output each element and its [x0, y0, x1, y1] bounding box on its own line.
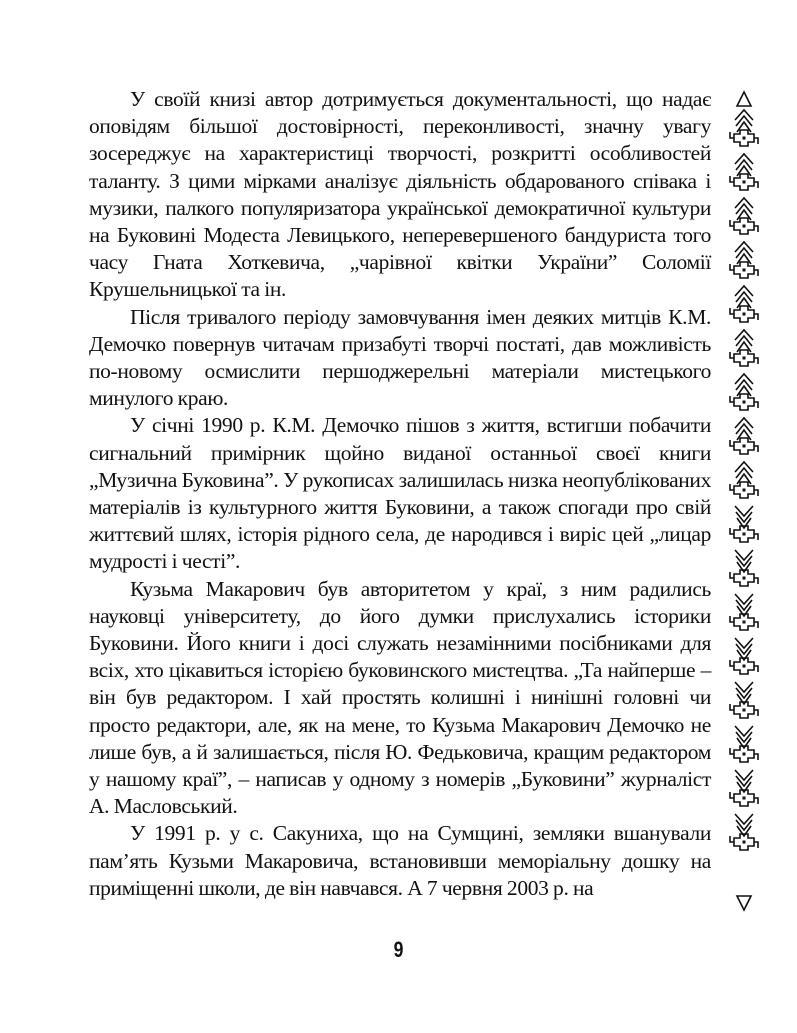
paragraph-4: Кузьма Макарович був авторитетом у краї, з ним радились науковці університету, до його думки прислухались історики Буковини. Його книги і досі служать незамінними посібниками для всіх, хто цікавиться історією буковинского мистецтва. „Та найперше – він був редактором. І хай простять колишні і нинішні головні чи просто редактори, але, як на мене, то Кузьма Макарович Демочко не лише був, а й залишається, після Ю. Федьковича, кращим редактором у нашому краї”, – написав у одному з номерів „Буковини” журналіст А. Масловський.: [89, 576, 711, 819]
paragraph-2: Після тривалого періоду замовчування імен деяких митців К.М. Демочко повернув читачам призабуті творчі постаті, дав можливість по-новому осмислити першоджерельні матеріали мистецького минулого краю.: [89, 304, 711, 411]
folk-ornament-border-icon: [726, 90, 762, 912]
paragraph-1: У своїй книзі автор дотримується документальності, що надає оповідям більшої достовірності, переконливості, значну увагу зосереджує на характеристиці творчості, розкритті особливостей таланту. З цими мірками аналізує діяльність обдарованого співака і музики, палкого популяризатора української демократичної культури на Буковині Модеста Левицького, неперевершеного бандуриста того часу Гната Хоткевича, „чарівної квітки України” Соломії Крушельницької та ін.: [89, 87, 711, 302]
body-text: [89, 86, 711, 902]
paragraph-5: У 1991 р. у с. Сакуниха, що на Сумщині, земляки вшанували пам’ять Кузьми Макаровича, встановивши меморіальну дошку на приміщенні школи, де він навчався. А 7 червня 2003 р. на: [89, 821, 711, 900]
page-number: 9: [393, 937, 404, 962]
paragraph-3: У січні 1990 р. К.М. Демочко пішов з життя, встигши побачити сигнальний примірник щойно виданої останньої своєї книги „Музична Буковина”. У рукописах залишилась низка неопублікованих матеріалів із культурного життя Буковини, а також спогади про свій життєвий шлях, історія рідного села, де народився і виріс цей „лицар мудрості і честі”.: [89, 413, 711, 574]
